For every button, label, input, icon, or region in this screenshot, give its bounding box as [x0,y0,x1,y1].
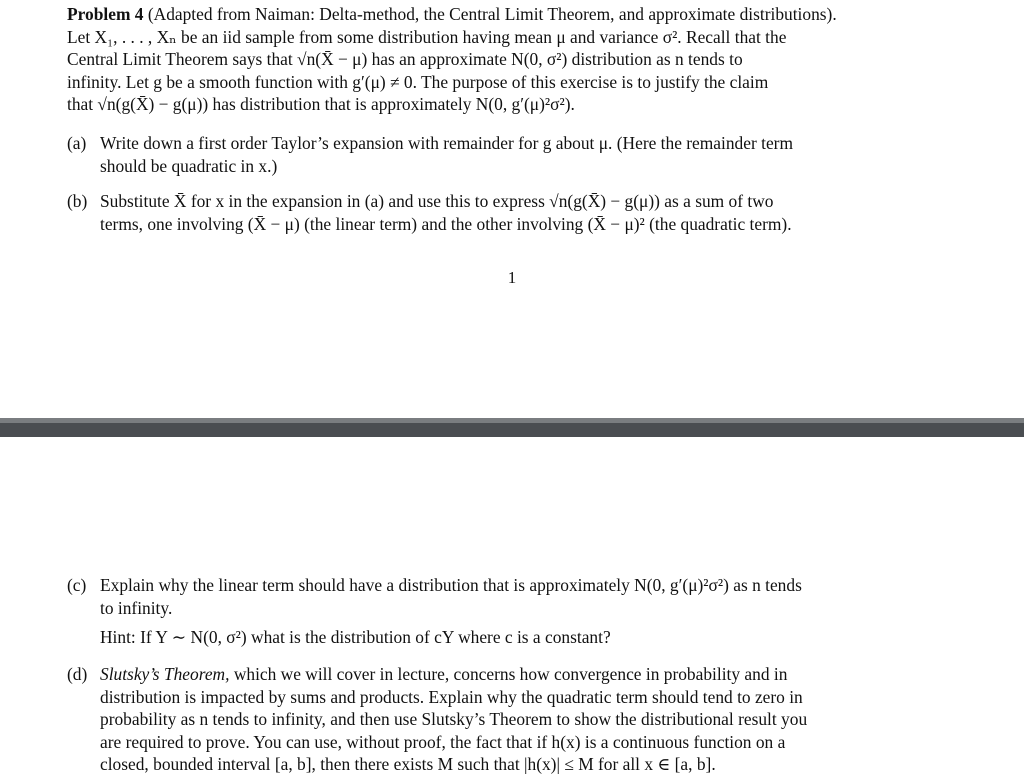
problem-line-3: Central Limit Theorem says that √n(X̄ − μ) has an approximate N(0, σ²) distribution as n tends to [67,49,743,69]
document-page-2 [0,437,1024,783]
problem-line-4: infinity. Let g be a smooth function with g′(μ) ≠ 0. The purpose of this exercise is to justify the claim [67,71,769,92]
part-b-text: Substitute X̄ for x in the expansion in (a) and use this to express √n(g(X̄) − g(μ)) as a sum of two terms, one involving (X̄ − μ) (the linear term) and the other involving (X̄ − μ)² (the quadratic term). [100,191,792,234]
page-number: 1 [507,268,517,287]
part-d-label: (d) [67,664,88,684]
part-c-label: (c) [67,575,87,595]
part-b-label: (b) [67,191,88,211]
part-a-text: Write down a first order Taylor’s expansion with remainder for g about μ. (Here the remainder term should be quadratic in x.) [100,133,793,176]
problem-line-5: that √n(g(X̄) − g(μ)) has distribution that is approximately N(0, g′(μ)²σ²). [67,94,575,114]
part-a [67,132,947,178]
problem-line-1: Problem 4 (Adapted from Naiman: Delta-method, the Central Limit Theorem, and approximate distributions). [67,4,837,24]
part-a-label: (a) [67,133,87,153]
part-d-text: Slutsky’s Theorem, which we will cover in lecture, concerns how convergence in probability and in distribution is impacted by sums and products. Explain why the quadratic term should tend to zero in probability as n tends to infinity, and then use Slutsky’s Theorem to show the distributional result you are required to prove. You can use, without proof, the fact that if h(x) is a continuous function on a closed, bounded interval [a, b], then there exists M such that |h(x)| ≤ M for all x ∈ [a, b]. [100,664,808,774]
problem-heading: Problem 4 [67,4,144,24]
part-c-hint: Hint: If Y ∼ N(0, σ²) what is the distribution of cY where c is a constant? [100,627,611,647]
part-d [67,663,947,781]
problem-line-2: Let X₁, . . . , Xₙ be an iid sample from some distribution having mean μ and variance σ². Recall that the [67,26,787,47]
problem-statement [67,3,947,116]
page-separator-highlight [0,418,1024,423]
slutsky-theorem-title: Slutsky’s Theorem, [100,664,230,684]
part-c [67,574,947,647]
part-b [67,190,947,236]
part-c-text: Explain why the linear term should have a distribution that is approximately N(0, g′(μ)²σ²) as n tends to infinity. Hint: If Y ∼ N(0, σ²) what is the distribution of cY where c is a constant? [100,574,947,649]
